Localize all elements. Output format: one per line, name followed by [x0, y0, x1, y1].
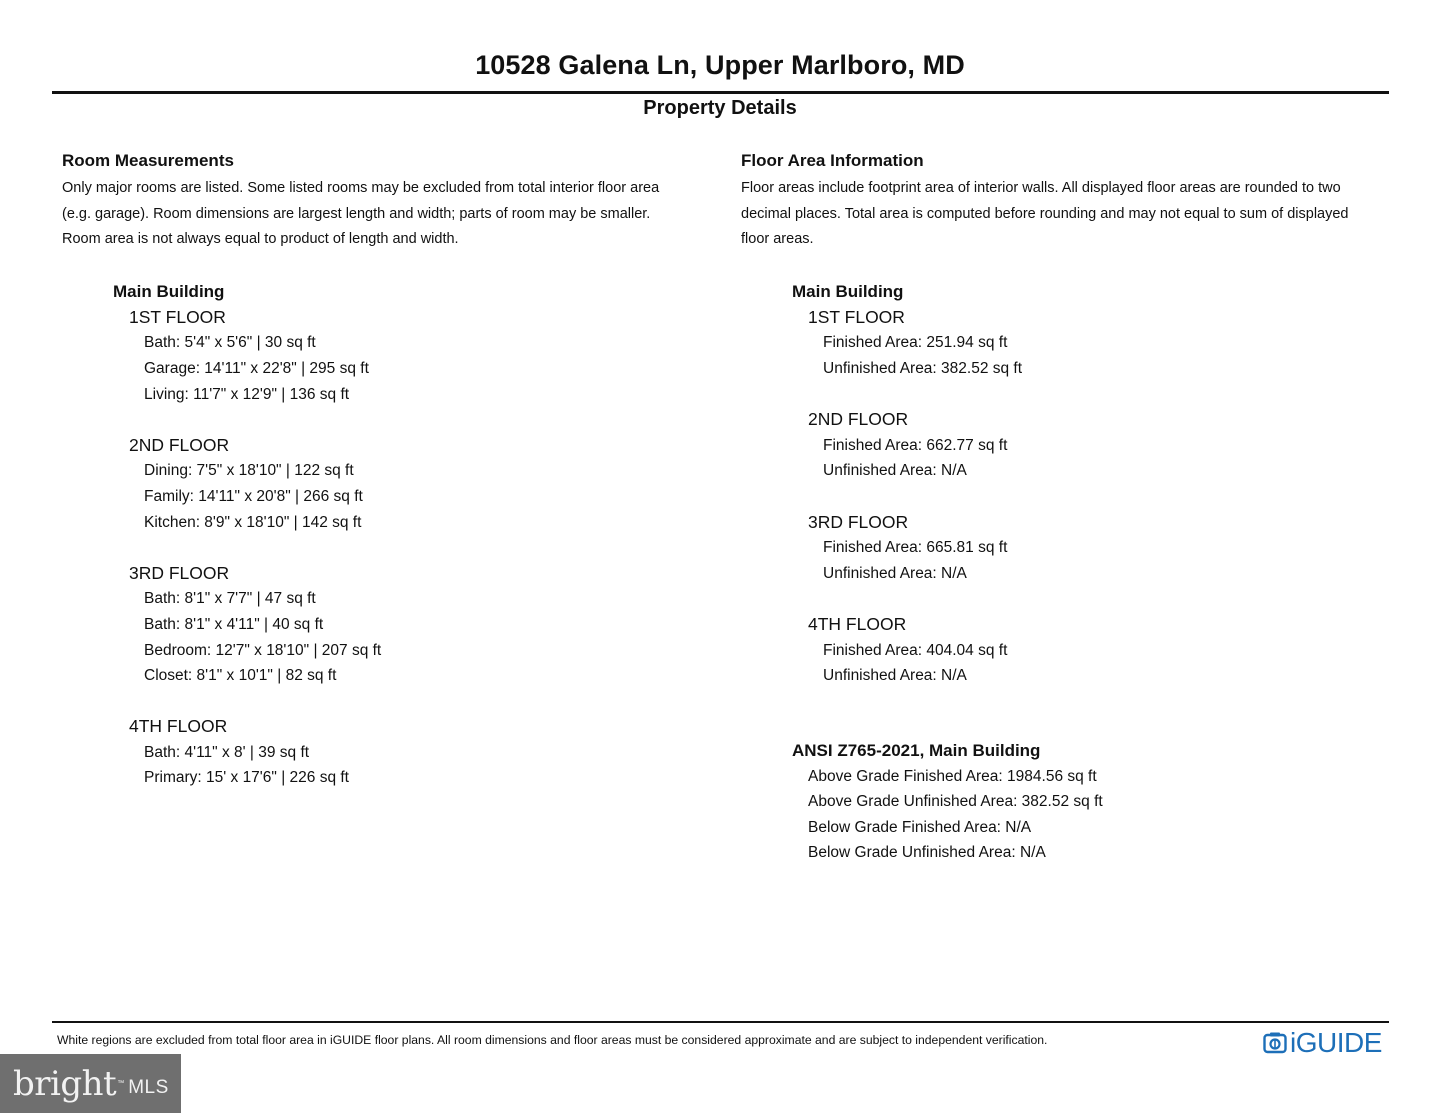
floor-area-intro — [741, 176, 1401, 253]
finished-area: Finished Area: 404.04 sq ft — [823, 641, 1008, 659]
unfinished-area: Unfinished Area: N/A — [823, 564, 967, 582]
footer-disclaimer: White regions are excluded from total floor area in iGUIDE floor plans. All room dimensions and floor areas must be considered approximate and are subject to independent verification. — [57, 1033, 1048, 1047]
room-measurements-intro — [62, 176, 717, 253]
watermark-tm: ™ — [117, 1080, 125, 1087]
finished-area: Finished Area: 665.81 sq ft — [823, 539, 1008, 557]
floor-heading: 4TH FLOOR — [808, 613, 907, 634]
footer-divider — [52, 1021, 1389, 1023]
building-heading: Main Building — [113, 281, 225, 301]
unfinished-area: Unfinished Area: N/A — [823, 667, 967, 685]
ansi-line: Below Grade Unfinished Area: N/A — [808, 844, 1046, 862]
bright-mls-watermark — [0, 1054, 181, 1113]
room-measurements-section — [62, 150, 717, 791]
room-item: Garage: 14'11" x 22'8" | 295 sq ft — [144, 359, 369, 377]
unfinished-area: Unfinished Area: 382.52 sq ft — [823, 359, 1023, 377]
room-item: Bath: 8'1" x 7'7" | 47 sq ft — [144, 590, 316, 608]
camera-icon — [1263, 1031, 1287, 1055]
finished-area: Finished Area: 251.94 sq ft — [823, 334, 1008, 352]
ansi-line: Below Grade Finished Area: N/A — [808, 818, 1032, 836]
floor-heading: 3RD FLOOR — [808, 511, 909, 532]
intro-line: Room area is not always equal to product of length and width. — [62, 231, 459, 248]
ansi-heading: ANSI Z765-2021, Main Building — [792, 740, 1041, 760]
intro-line: Floor areas include footprint area of interior walls. All displayed floor areas are rounded to two — [741, 180, 1341, 196]
ansi-line: Above Grade Unfinished Area: 382.52 sq ft — [808, 793, 1103, 811]
room-item: Bath: 4'11" x 8' | 39 sq ft — [144, 743, 310, 761]
watermark-word: bright — [13, 1063, 117, 1104]
room-item: Bath: 8'1" x 4'11" | 40 sq ft — [144, 615, 324, 633]
floor-heading: 3RD FLOOR — [129, 562, 230, 583]
room-measurements-heading: Room Measurements — [62, 151, 234, 170]
ansi-line: Above Grade Finished Area: 1984.56 sq ft — [808, 767, 1097, 785]
watermark-mls: MLS — [128, 1076, 169, 1098]
intro-line: floor areas. — [741, 231, 814, 248]
room-item: Bath: 5'4" x 5'6" | 30 sq ft — [144, 334, 316, 352]
room-item: Living: 11'7" x 12'9" | 136 sq ft — [144, 385, 350, 403]
finished-area: Finished Area: 662.77 sq ft — [823, 436, 1008, 454]
unfinished-area: Unfinished Area: N/A — [823, 462, 967, 480]
room-item: Bedroom: 12'7" x 18'10" | 207 sq ft — [144, 641, 382, 659]
intro-line: decimal places. Total area is computed before rounding and may not equal to sum of displayed — [741, 205, 1349, 222]
page-title: 10528 Galena Ln, Upper Marlboro, MD — [475, 50, 965, 80]
iguide-logo-text: iGUIDE — [1290, 1027, 1382, 1058]
room-item: Family: 14'11" x 20'8" | 266 sq ft — [144, 487, 363, 505]
iguide-logo — [1263, 1026, 1382, 1060]
floor-heading: 4TH FLOOR — [129, 716, 228, 737]
room-item: Closet: 8'1" x 10'1" | 82 sq ft — [144, 667, 337, 685]
floor-heading: 1ST FLOOR — [808, 306, 905, 327]
floor-heading: 1ST FLOOR — [129, 306, 226, 327]
floor-heading: 2ND FLOOR — [129, 434, 230, 455]
intro-line: Only major rooms are listed. Some listed rooms may be excluded from total interior floor area — [62, 180, 660, 196]
intro-line: (e.g. garage). Room dimensions are largest length and width; parts of room may be smaller. — [62, 205, 651, 222]
page-subtitle: Property Details — [643, 97, 797, 119]
room-item: Primary: 15' x 17'6" | 226 sq ft — [144, 769, 349, 787]
floor-area-heading: Floor Area Information — [741, 151, 924, 170]
room-item: Dining: 7'5" x 18'10" | 122 sq ft — [144, 462, 354, 480]
floor-area-section — [741, 150, 1401, 866]
header-divider — [52, 91, 1389, 94]
building-heading: Main Building — [792, 281, 904, 301]
room-item: Kitchen: 8'9" x 18'10" | 142 sq ft — [144, 513, 362, 531]
floor-heading: 2ND FLOOR — [808, 409, 909, 430]
